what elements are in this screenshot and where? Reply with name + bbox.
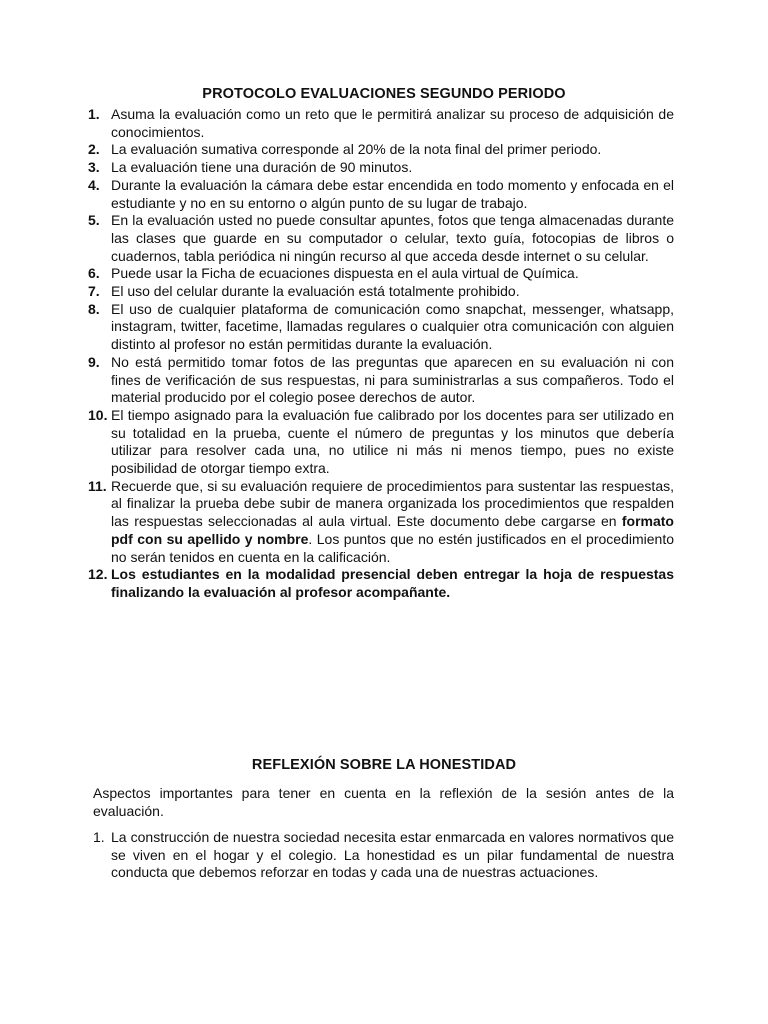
- rule-item-6: [88, 265, 674, 283]
- rule-text: El uso de cualquier plataforma de comunicación como snapchat, messenger, whatsapp, instagram, twitter, facetime, llamadas regulares o cualquier otra comunicación con alguien distinto al profesor no están permitidas durante la evaluación.: [111, 300, 674, 353]
- rule-text-before: Recuerde que, si su evaluación requiere de procedimientos para sustentar las respuestas, al finalizar la prueba debe subir de manera organizada los procedimientos que respalden las respuestas seleccionadas al aula virtual. Este documento debe cargarse en: [111, 477, 674, 530]
- reflection-title: REFLEXIÓN SOBRE LA HONESTIDAD: [251, 757, 517, 773]
- rule-text: La evaluación sumativa corresponde al 20% de la nota final del primer periodo.: [111, 141, 602, 158]
- rule-number: 6.: [88, 265, 100, 282]
- rule-text-after: . Los puntos que no estén justificados en el procedimiento no serán tenidos en cuenta en la calificación.: [111, 530, 674, 565]
- rule-text: Durante la evaluación la cámara debe estar encendida en todo momento y enfocada en el estudiante y no en su entorno o algún punto de su lugar de trabajo.: [111, 176, 674, 211]
- protocol-rules-list: [88, 106, 674, 602]
- rule-number: 9.: [88, 353, 100, 370]
- point-number: 1.: [93, 829, 105, 845]
- rule-item-10: [88, 407, 674, 478]
- rule-item-7: [88, 283, 674, 301]
- rule-number: 8.: [88, 300, 100, 317]
- rule-number: 5.: [88, 212, 100, 229]
- rule-number: 3.: [88, 159, 100, 176]
- rule-item-12: [88, 566, 674, 601]
- rule-text: Puede usar la Ficha de ecuaciones dispuesta en el aula virtual de Química.: [111, 265, 579, 282]
- rule-text: El tiempo asignado para la evaluación fue calibrado por los docentes para ser utilizado en su totalidad en la prueba, cuente el número de preguntas y los minutos que debería utilizar para resolver cada una, no utilice ni más ni menos tiempo, pues no existe posibilidad de otorgar tiempo extra.: [111, 406, 674, 477]
- reflection-intro: Aspectos importantes para tener en cuenta en la reflexión de la sesión antes de la evaluación.: [93, 785, 674, 819]
- rule-text: En la evaluación usted no puede consultar apuntes, fotos que tenga almacenadas durante las clases que guarde en su computador o celular, texto guía, fotocopias de libros o cuadernos, tabla periódica ni ningún recurso al que acceda desde internet o su celular.: [111, 212, 674, 264]
- rule-item-8: [88, 301, 674, 354]
- rule-text: La evaluación tiene una duración de 90 minutos.: [111, 159, 413, 176]
- point-text: La construcción de nuestra sociedad necesita estar enmarcada en valores normativos que se viven en el hogar y el colegio. La honestidad es un pilar fundamental de nuestra conducta que debemos reforzar en todas y cada una de nuestras actuaciones.: [111, 829, 674, 881]
- reflection-points-list: [93, 829, 674, 882]
- rule-number: 2.: [88, 141, 100, 158]
- rule-text: Los estudiantes en la modalidad presencial deben entregar la hoja de respuestas finalizando la evaluación al profesor acompañante.: [111, 566, 674, 600]
- rule-number: 1.: [88, 106, 100, 122]
- rule-number: 12.: [88, 566, 108, 583]
- rule-item-3: [88, 159, 674, 177]
- protocol-title: PROTOCOLO EVALUACIONES SEGUNDO PERIODO: [202, 86, 566, 102]
- rule-text: Asuma la evaluación como un reto que le permitirá analizar su proceso de adquisición de conocimientos.: [111, 106, 674, 140]
- rule-item-5: [88, 212, 674, 265]
- rule-text: El uso del celular durante la evaluación está totalmente prohibido.: [111, 283, 520, 300]
- rule-number: 11.: [88, 477, 107, 494]
- rule-number: 4.: [88, 176, 100, 193]
- rule-text: [111, 478, 674, 567]
- rule-number: 10.: [88, 406, 108, 423]
- rule-number: 7.: [88, 283, 100, 300]
- rule-item-2: [88, 141, 674, 159]
- rule-item-11: [88, 478, 674, 567]
- rule-text: No está permitido tomar fotos de las preguntas que aparecen en su evaluación ni con fines de verificación de sus respuestas, ni para suministrarlas a sus compañeros. Todo el material producido por el colegio posee derechos de autor.: [111, 353, 674, 406]
- rule-item-1: [88, 106, 674, 141]
- rule-item-9: [88, 354, 674, 407]
- reflection-point-1: [93, 829, 674, 882]
- rule-text-emphasis: formato pdf con su apellido y nombre: [111, 513, 674, 547]
- rule-item-4: [88, 177, 674, 212]
